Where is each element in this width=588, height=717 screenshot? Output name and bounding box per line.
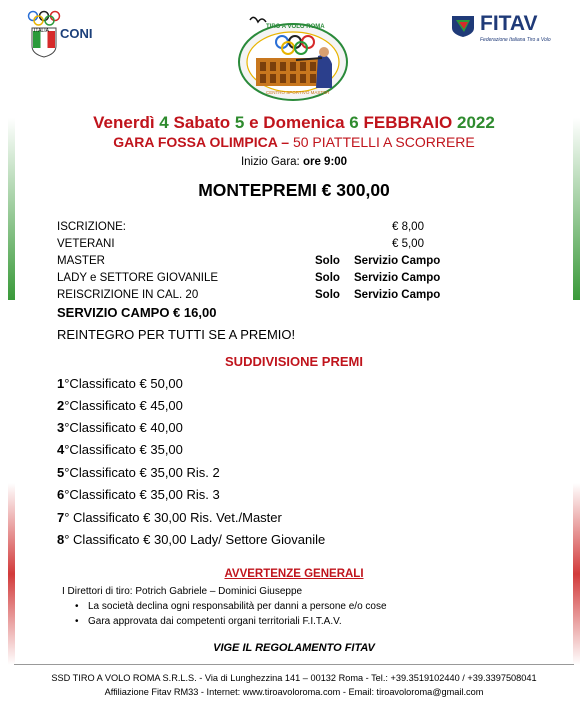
prize-item: 3°Classificato € 40,00	[57, 420, 183, 435]
coni-logo	[24, 10, 99, 58]
coni-label: CONI	[60, 26, 93, 41]
prize-item: 1°Classificato € 50,00	[57, 376, 183, 391]
fitav-label: FITAV	[480, 12, 538, 35]
footer-divider	[14, 664, 574, 665]
prize-item: 5°Classificato € 35,00 Ris. 2	[57, 465, 220, 480]
special-solo: Solo	[315, 272, 340, 284]
directors-line: I Direttori di tiro: Potrich Gabriele – Dominici Giuseppe	[62, 586, 303, 597]
num2: 5	[234, 113, 245, 132]
coni-flag-label: ITALIA	[34, 28, 49, 34]
day2: Sabato	[173, 113, 231, 132]
event-dates-title	[0, 113, 588, 133]
fee-label: VETERANI	[57, 238, 115, 250]
prize-item: 4°Classificato € 35,00	[57, 442, 183, 457]
warnings-title: AVVERTENZE GENERALI	[224, 568, 364, 580]
start-time-value: ore 9:00	[302, 156, 348, 168]
special-label: MASTER	[57, 255, 105, 267]
prizes-title: SUDDIVISIONE PREMI	[225, 354, 363, 369]
prize-item: 2°Classificato € 45,00	[57, 398, 183, 413]
special-solo: Solo	[315, 289, 340, 301]
special-solo: Solo	[315, 255, 340, 267]
footer-address: SSD TIRO A VOLO ROMA S.R.L.S. - Via di Lunghezzina 141 – 00132 Roma - Tel.: +39.3519102440 / +39.3397508041	[51, 673, 537, 683]
reintegro-note: REINTEGRO PER TUTTI SE A PREMIO!	[57, 327, 296, 342]
month: FEBBRAIO	[363, 113, 453, 132]
special-label: LADY e SETTORE GIOVANILE	[57, 272, 219, 284]
year: 2022	[457, 113, 495, 132]
day1: Venerdì	[93, 113, 155, 132]
start-label: Inizio Gara:	[240, 156, 300, 168]
prize-item: 8° Classificato € 30,00 Lady/ Settore Giovanile	[57, 532, 326, 547]
club-logo	[236, 12, 351, 102]
special-service: Servizio Campo	[354, 289, 441, 301]
fitav-shield-icon	[450, 14, 476, 38]
service-fee: SERVIZIO CAMPO € 16,00	[57, 305, 217, 320]
prize-item: 6°Classificato € 35,00 Ris. 3	[57, 487, 220, 502]
num1: 4	[159, 113, 169, 132]
club-ring-text: TIRO A VOLO ROMA	[266, 24, 325, 30]
num3: 6	[349, 113, 359, 132]
prize-pool-heading: MONTEPREMI € 300,00	[198, 180, 390, 200]
prize-item: 7° Classificato € 30,00 Ris. Vet./Master	[57, 510, 282, 525]
rules-note: VIGE IL REGOLAMENTO FITAV	[213, 642, 375, 654]
club-ring-bottom-text: CENTRO SPORTIVO MASTER	[266, 90, 330, 95]
warning-bullet: • La società declina ogni responsabilità per danni a persone e/o cose	[88, 601, 387, 612]
warning-bullet: • Gara approvata dai competenti organi territoriali F.I.T.A.V.	[88, 616, 342, 627]
olympic-rings-icon	[24, 10, 64, 58]
fee-value: € 5,00	[392, 238, 424, 250]
fitav-logo	[450, 12, 575, 42]
special-service: Servizio Campo	[354, 255, 441, 267]
subtitle-rest: 50 PIATTELLI A SCORRERE	[292, 134, 475, 150]
special-service: Servizio Campo	[354, 272, 441, 284]
special-label: REISCRIZIONE IN CAL. 20	[57, 289, 199, 301]
fee-label: ISCRIZIONE:	[57, 221, 127, 233]
fitav-subtitle: Federazione Italiana Tiro a Volo	[480, 37, 551, 43]
day3: e Domenica	[249, 113, 345, 132]
subtitle-prefix: GARA FOSSA OLIMPICA –	[113, 134, 290, 150]
fee-value: € 8,00	[392, 221, 424, 233]
event-subtitle	[0, 134, 588, 150]
footer-contacts: Affiliazione Fitav RM33 - Internet: www.tiroavoloroma.com - Email: tiroavoloroma@gmail.com	[104, 687, 484, 697]
start-time	[0, 156, 588, 168]
